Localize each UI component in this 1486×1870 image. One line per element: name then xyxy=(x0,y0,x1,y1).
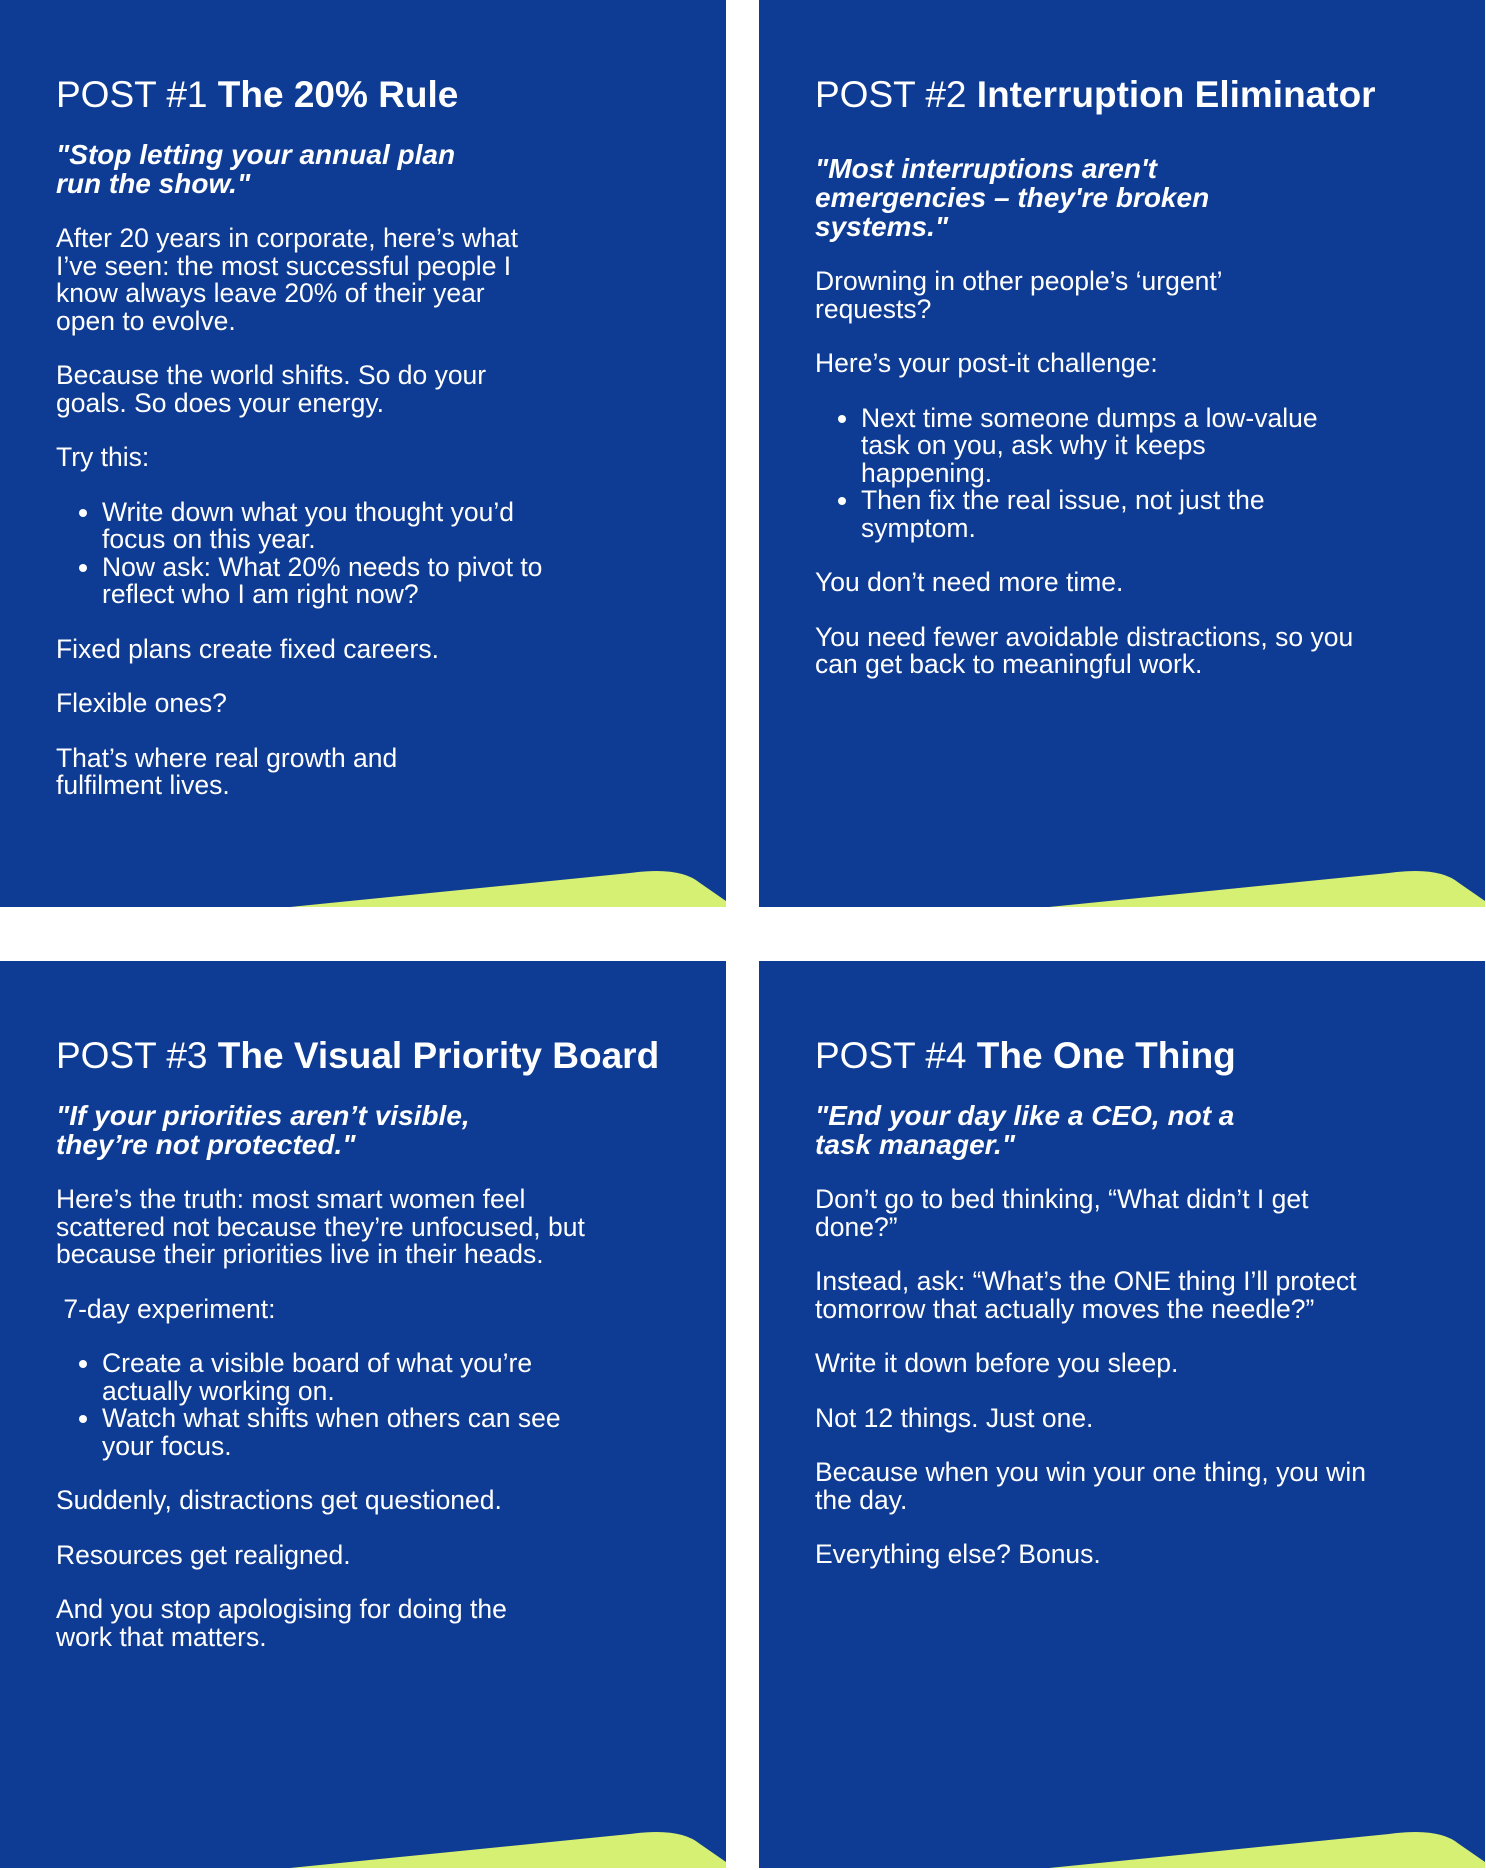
post-paragraph: Don’t go to bed thinking, “What didn’t I get done?” xyxy=(815,1184,1309,1242)
post-paragraph: That’s where real growth and fulfilment lives. xyxy=(56,742,398,800)
post-paragraph: Try this: xyxy=(56,442,150,472)
post-paragraph: After 20 years in corporate, here’s what I’ve seen: the most successful people I know always leave 20% of their year open to evolve. xyxy=(56,223,519,336)
post-heading: Interruption Eliminator xyxy=(976,74,1376,115)
post-title xyxy=(815,72,1425,118)
post-card-4 xyxy=(759,961,1485,1868)
post-paragraph: Because when you win your one thing, you win the day. xyxy=(815,1457,1366,1515)
post-paragraph: Here’s your post-it challenge: xyxy=(815,348,1158,378)
post-number: POST #3 xyxy=(56,1035,208,1076)
post-quote: "If your priorities aren’t visible, they’re not protected." xyxy=(56,1100,470,1160)
post-title xyxy=(56,1033,666,1079)
bullet-item: • Now ask: What 20% needs to pivot to reflect who I am right now? xyxy=(102,554,556,609)
post-paragraph: Because the world shifts. So do your goals. So does your energy. xyxy=(56,360,487,418)
post-paragraph: Resources get realigned. xyxy=(56,1539,351,1570)
post-number: POST #1 xyxy=(56,74,208,115)
post-paragraph: Flexible ones? xyxy=(56,688,227,718)
post-card-3 xyxy=(0,961,726,1868)
post-number: POST #4 xyxy=(815,1035,967,1076)
post-title xyxy=(815,1033,1425,1079)
accent-wave xyxy=(0,1822,726,1868)
bullet-item: • Create a visible board of what you’re actually working on. xyxy=(102,1350,576,1405)
post-quote: "End your day like a CEO, not a task manager." xyxy=(815,1100,1235,1160)
post-paragraph: Fixed plans create fixed careers. xyxy=(56,633,439,664)
post-paragraph: Suddenly, distractions get questioned. xyxy=(56,1485,502,1515)
post-heading: The 20% Rule xyxy=(217,74,459,115)
post-paragraph: Not 12 things. Just one. xyxy=(815,1402,1094,1433)
post-paragraph: Write it down before you sleep. xyxy=(815,1348,1179,1378)
bullet-list xyxy=(56,1350,576,1460)
accent-wave xyxy=(759,1822,1485,1868)
post-paragraph: And you stop apologising for doing the work that matters. xyxy=(56,1594,507,1652)
post-paragraph: 7-day experiment: xyxy=(56,1293,276,1324)
post-heading: The One Thing xyxy=(976,1035,1236,1076)
post-title xyxy=(56,72,666,118)
bullet-item: • Next time someone dumps a low-value task on you, ask why it keeps happening. xyxy=(861,405,1335,488)
bullet-list xyxy=(56,496,556,609)
accent-wave xyxy=(0,861,726,907)
bullet-item: • Then fix the real issue, not just the symptom. xyxy=(861,487,1335,542)
post-heading: The Visual Priority Board xyxy=(217,1035,660,1076)
post-card-2 xyxy=(759,0,1485,907)
accent-wave xyxy=(759,861,1485,907)
post-quote: "Stop letting your annual plan run the show." xyxy=(56,139,456,199)
post-paragraph: Instead, ask: “What’s the ONE thing I’ll protect tomorrow that actually moves the needle?” xyxy=(815,1266,1357,1324)
post-paragraph: Everything else? Bonus. xyxy=(815,1539,1101,1569)
post-paragraph: Drowning in other people’s ‘urgent’ requests? xyxy=(815,266,1222,324)
bullet-list xyxy=(815,402,1335,543)
post-card-1 xyxy=(0,0,726,907)
post-paragraph: You need fewer avoidable distractions, so you can get back to meaningful work. xyxy=(815,621,1354,679)
post-number: POST #2 xyxy=(815,74,967,115)
post-paragraph: Here’s the truth: most smart women feel scattered not because they’re unfocused, but because their priorities live in their heads. xyxy=(56,1184,585,1269)
bullet-item: • Write down what you thought you’d focus on this year. xyxy=(102,499,556,554)
bullet-item: • Watch what shifts when others can see your focus. xyxy=(102,1405,576,1460)
post-quote: "Most interruptions aren't emergencies – they're broken systems." xyxy=(815,153,1210,242)
post-paragraph: You don’t need more time. xyxy=(815,567,1124,597)
